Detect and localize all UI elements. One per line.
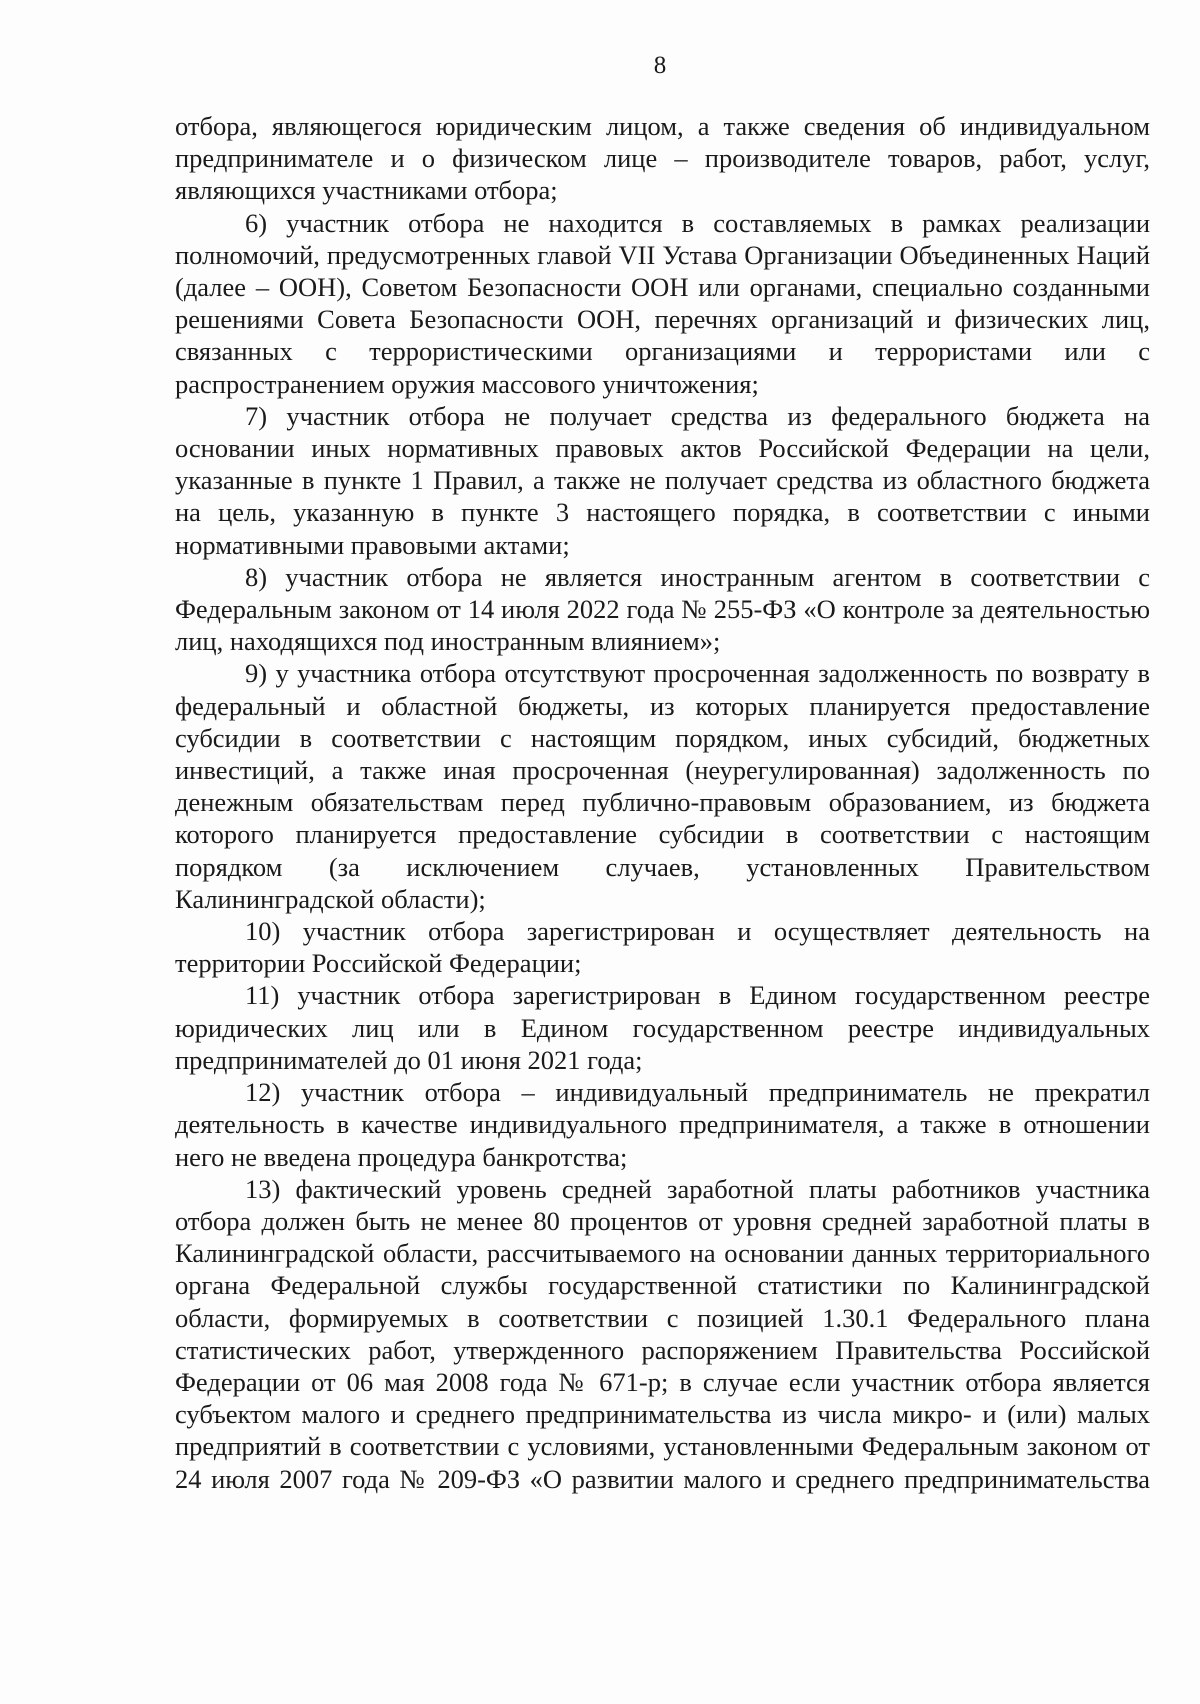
page-number: 8 (653, 52, 667, 79)
paragraph-item-6: 6) участник отбора не находится в составляемых в рамках реализации полномочий, предусмотренных главой VII Устава Организации Объединенных Наций (далее – ООН), Советом Безопасности ООН или органами, специально созданными решениями Совета Безопасности ООН, перечнях организаций и физических лиц, связанных с террористическими организациями и террористами или с распространением оружия массового уничтожения; (175, 207, 1150, 399)
paragraph-item-10: 10) участник отбора зарегистрирован и осуществляет деятельность на территории Российской Федерации; (175, 916, 1150, 979)
paragraph-item-12: 12) участник отбора – индивидуальный предприниматель не прекратил деятельность в качестве индивидуального предпринимателя, а также в отношении него не введена процедура банкротства; (175, 1077, 1150, 1172)
paragraph-item-11: 11) участник отбора зарегистрирован в Едином государственном реестре юридических лиц или в Едином государственном реестре индивидуальных предпринимателей до 01 июня 2021 года; (175, 980, 1150, 1075)
paragraph-item-9: 9) у участника отбора отсутствуют просроченная задолженность по возврату в федеральный и областной бюджеты, из которых планируется предоставление субсидии в соответствии с настоящим порядком, иных субсидий, бюджетных инвестиций, а также иная просроченная (неурегулированная) задолженность по денежным обязательствам перед публично-правовым образованием, из бюджета которого планируется предоставление субсидии в соответствии с настоящим порядком (за исключением случаев, установленных Правительством Калининградской области); (175, 658, 1150, 914)
paragraph-item-8: 8) участник отбора не является иностранным агентом в соответствии с Федеральным законом от 14 июля 2022 года № 255-ФЗ «О контроле за деятельностью лиц, находящихся под иностранным влиянием»; (175, 561, 1150, 657)
paragraph-item-7: 7) участник отбора не получает средства из федерального бюджета на основании иных нормативных правовых актов Российской Федерации на цели, указанные в пункте 1 Правил, а также не получает средства из областного бюджета на цель, указанную в пункте 3 настоящего порядка, в соответствии с иными нормативными правовыми актами; (175, 400, 1150, 560)
paragraph-item-13: 13) фактический уровень средней заработной платы работников участника отбора должен быть не менее 80 процентов от уровня средней заработной платы в Калининградской области, рассчитываемого на основании данных территориального органа Федеральной службы государственной статистики по Калининградской области, формируемых в соответствии с позицией 1.30.1 Федерального плана статистических работ, утвержденного распоряжением Правительства Российской Федерации от 06 мая 2008 года № 671-р; в случае если участник отбора является субъектом малого и среднего предпринимательства из числа микро- и (или) малых предприятий в соответствии с условиями, установленными Федеральным законом от 24 июля 2007 года № 209-ФЗ «О развитии малого и среднего предпринимательства (175, 1173, 1150, 1494)
document-body (175, 110, 1150, 1495)
paragraph-continuation: отбора, являющегося юридическим лицом, а также сведения об индивидуальном предпринимателе и о физическом лице – производителе товаров, работ, услуг, являющихся участниками отбора; (175, 111, 1150, 206)
